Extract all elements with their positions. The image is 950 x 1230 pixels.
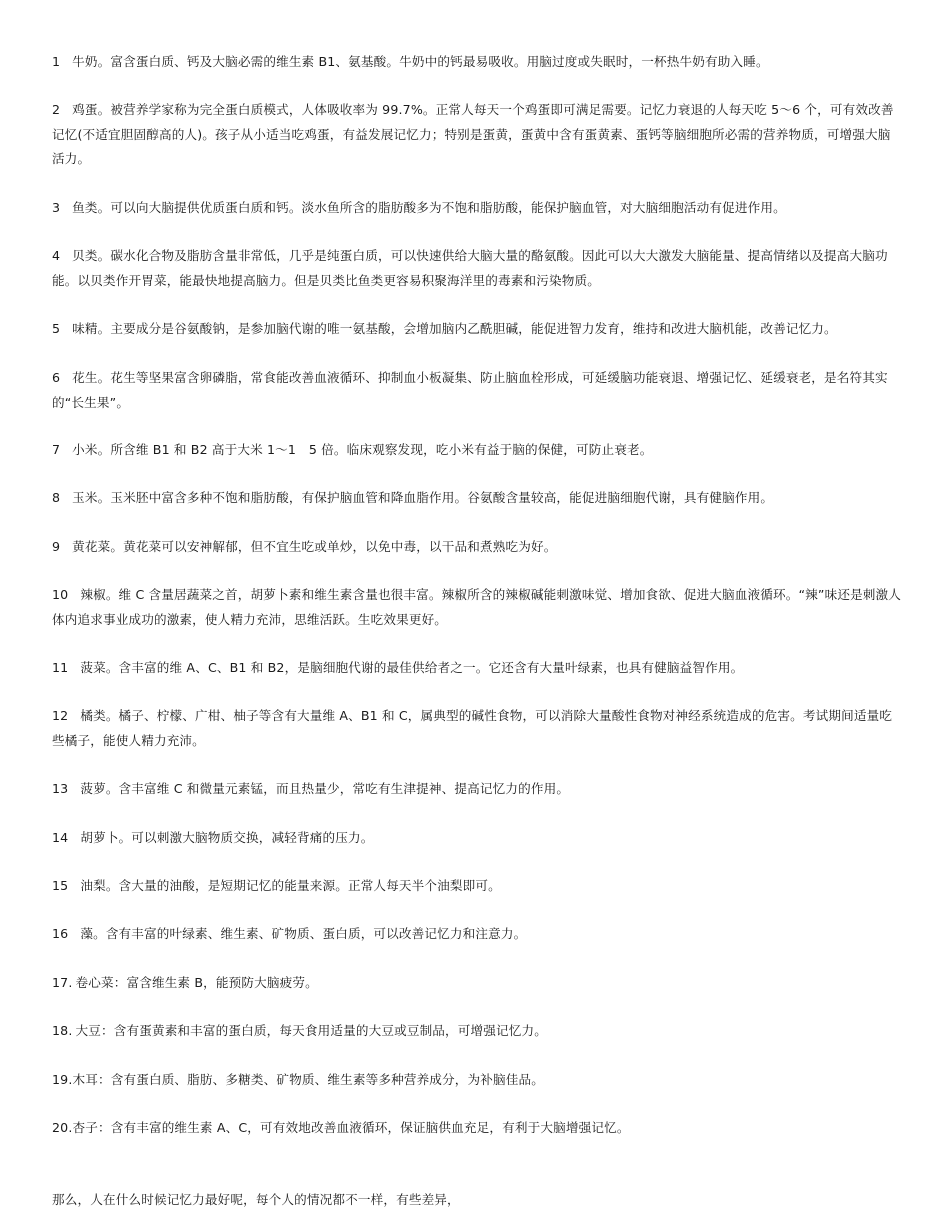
item-text: 藻。含有丰富的叶绿素、维生素、矿物质、蛋白质，可以改善记忆力和注意力。 xyxy=(80,926,527,941)
item-text: 杏子：含有丰富的维生素 A、C，可有效地改善血液循环，保证脑供血充足，有利于大脑增强记忆。 xyxy=(72,1120,630,1135)
item-text: 花生。花生等坚果富含卵磷脂，常食能改善血液循环、抑制血小板凝集、防止脑血栓形成，可延缓脑功能衰退、增强记忆、延缓衰老，是名符其实的“长生果”。 xyxy=(52,370,888,410)
item-number: 8 xyxy=(52,490,61,505)
item-text: 菠菜。含丰富的维 A、C、B1 和 B2，是脑细胞代谢的最佳供给者之一。它还含有大量叶绿素，也具有健脑益智作用。 xyxy=(80,660,744,675)
item-number: 19. xyxy=(52,1072,73,1087)
item-text: 油梨。含大量的油酸，是短期记忆的能量来源。正常人每天半个油梨即可。 xyxy=(80,878,501,893)
list-item xyxy=(52,874,902,899)
list-item xyxy=(52,583,902,632)
list-item xyxy=(52,1019,902,1044)
item-number: 5 xyxy=(52,321,61,336)
item-number: 13 xyxy=(52,781,69,796)
list-item xyxy=(52,486,902,511)
list-item xyxy=(52,535,902,560)
list-item xyxy=(52,244,902,293)
closing-paragraph: 那么，人在什么时候记忆力最好呢，每个人的情况都不一样，有些差异， xyxy=(52,1192,460,1207)
item-number: 11 xyxy=(52,660,69,675)
list-item xyxy=(52,1068,902,1093)
item-number: 14 xyxy=(52,830,69,845)
list-item xyxy=(52,777,902,802)
item-number: 12 xyxy=(52,708,69,723)
item-text: 胡萝卜。可以刺激大脑物质交换，减轻背痛的压力。 xyxy=(80,830,374,845)
list-item xyxy=(52,971,902,996)
list-item xyxy=(52,1116,902,1141)
item-number: 3 xyxy=(52,200,61,215)
item-number: 20. xyxy=(52,1120,73,1135)
item-text: 辣椒。维 C 含量居蔬菜之首，胡萝卜素和维生素含量也很丰富。辣椒所含的辣椒碱能刺激味觉、增加食欲、促进大脑血液循环。“辣”味还是刺激人体内追求事业成功的激素，使人精力充沛，思维活跃。生吃效果更好。 xyxy=(52,587,902,627)
item-number: 4 xyxy=(52,248,61,263)
item-text: 鱼类。可以向大脑提供优质蛋白质和钙。淡水鱼所含的脂肪酸多为不饱和脂肪酸，能保护脑血管，对大脑细胞活动有促进作用。 xyxy=(72,200,786,215)
item-number: 6 xyxy=(52,370,61,385)
item-number: 18. xyxy=(52,1023,73,1038)
item-text: 橘类。橘子、柠檬、广柑、柚子等含有大量维 A、B1 和 C，属典型的碱性食物，可以消除大量酸性食物对神经系统造成的危害。考试期间适量吃些橘子，能使人精力充沛。 xyxy=(52,708,893,748)
item-text: 贝类。碳水化合物及脂肪含量非常低，几乎是纯蛋白质，可以快速供给大脑大量的酪氨酸。因此可以大大激发大脑能量、提高情绪以及提高大脑功能。以贝类作开胃菜，能最快地提高脑力。但是贝类比鱼类更容易积聚海洋里的毒素和污染物质。 xyxy=(52,248,888,288)
item-text: 菠萝。含丰富维 C 和微量元素锰，而且热量少，常吃有生津提神、提高记忆力的作用。 xyxy=(80,781,570,796)
list-item xyxy=(52,366,902,415)
list-item xyxy=(52,50,902,75)
item-text: 黄花菜。黄花菜可以安神解郁，但不宜生吃或单炒，以免中毒，以干品和煮熟吃为好。 xyxy=(72,539,557,554)
list-item xyxy=(52,704,902,753)
list-item xyxy=(52,317,902,342)
item-number: 1 xyxy=(52,54,61,69)
item-number: 2 xyxy=(52,102,61,117)
item-text: 大豆：含有蛋黄素和丰富的蛋白质，每天食用适量的大豆或豆制品，可增强记忆力。 xyxy=(75,1023,548,1038)
list-item xyxy=(52,196,902,221)
item-text: 鸡蛋。被营养学家称为完全蛋白质模式，人体吸收率为 99.7%。正常人每天一个鸡蛋即可满足需要。记忆力衰退的人每天吃 5～6 个，可有效改善记忆(不适宜胆固醇高的人)。孩子从小适当吃鸡蛋，有益发展记忆力；特别是蛋黄，蛋黄中含有蛋黄素、蛋钙等脑细胞所必需的营养物质，可增强大脑活力。 xyxy=(52,102,894,166)
item-text: 卷心菜：富含维生素 B，能预防大脑疲劳。 xyxy=(75,975,318,990)
item-number: 17. xyxy=(52,975,73,990)
list-item xyxy=(52,98,902,172)
item-number: 9 xyxy=(52,539,61,554)
list-item xyxy=(52,438,902,463)
item-text: 木耳：含有蛋白质、脂肪、多糖类、矿物质、维生素等多种营养成分，为补脑佳品。 xyxy=(72,1072,545,1087)
item-text: 玉米。玉米胚中富含多种不饱和脂肪酸，有保护脑血管和降血脂作用。谷氨酸含量较高，能促进脑细胞代谢，具有健脑作用。 xyxy=(72,490,774,505)
item-number: 15 xyxy=(52,878,69,893)
list-item xyxy=(52,826,902,851)
item-number: 7 xyxy=(52,442,61,457)
item-number: 10 xyxy=(52,587,69,602)
item-number: 16 xyxy=(52,926,69,941)
list-item xyxy=(52,922,902,947)
item-text: 味精。主要成分是谷氨酸钠，是参加脑代谢的唯一氨基酸，会增加脑内乙酰胆碱，能促进智力发育，维持和改进大脑机能，改善记忆力。 xyxy=(72,321,837,336)
item-text: 小米。所含维 B1 和 B2 高于大米 1～1 5 倍。临床观察发现，吃小米有益于脑的保健，可防止衰老。 xyxy=(72,442,653,457)
item-text: 牛奶。富含蛋白质、钙及大脑必需的维生素 B1、氨基酸。牛奶中的钙最易吸收。用脑过度或失眠时，一杯热牛奶有助入睡。 xyxy=(72,54,769,69)
list-item xyxy=(52,656,902,681)
